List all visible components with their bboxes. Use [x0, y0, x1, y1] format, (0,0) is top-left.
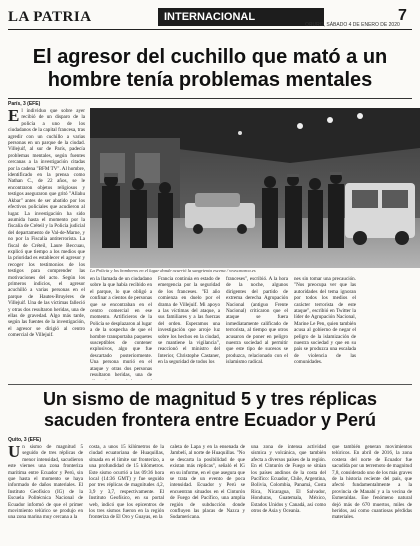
story2-column-1 [8, 444, 83, 544]
story1-photo [90, 108, 420, 268]
story1-headline [20, 46, 400, 92]
story1-column-4: franceses", escribió. A la hora de la noche, algunos dirigentes del partido de extrema derecha Agrupación Nacional (antiguo Frente Nacional) criticaron que el ataque se fuera inmediatamente calificado de terrorista, al tiempo que otros acusaron de poner en peligro nuestra sociedad al permitir que este tipo de sucesos se produzca, relacionado con el islamismo radical. [226, 276, 288, 366]
dateline: ORURO, SÁBADO 4 DE ENERO DE 2020 [305, 22, 400, 28]
story2-col1-text: n sismo de magnitud 5 seguido de tres réplicas de menor intensidad, sacudieron este viernes una zona fronteriza marítima entre Ecuador y Perú, sin que hasta el momento se haya informado de daños materiales. El Instituto Geofísico (IG) de la Escuela Politécnica Nacional de Ecuador informó de que el primer movimiento telúrico se produjo en una zona marina muy cercana a la [8, 444, 83, 521]
story1-dropcap: E [8, 108, 20, 125]
photo-caption: La Policía y los bomberos en el lugar donde ocurrió la sangrienta escena / www.marca.es [90, 268, 256, 273]
story1-headline-line2: hombre tenía problemas mentales [47, 69, 373, 91]
section-label: INTERNACIONAL [158, 8, 324, 26]
story2-column-5: que también generan movimientos telúricos. En abril de 2016, la zona costera del norte de Ecuador fue sacudida por un terremoto de magnitud 7,8, considerado uno de los más graves de la historia reciente del país, que afectó fundamentalmente a la provincia de Manabí y a la vecina de Esmeraldas. Ese fenómeno natural dejó más de 670 muertos, miles de heridos, así como cuantiosas pérdidas materiales. [332, 444, 412, 521]
story2-dropcap: U [8, 444, 21, 461]
story2-byline: Quito, 3 (EFE) [8, 437, 42, 443]
story1-byline: París, 3 (EFE) [8, 101, 41, 107]
story1-headline-line1: El agresor del cuchillo que mató a un [32, 46, 388, 68]
newspaper-logo: LA PATRIA [8, 9, 92, 25]
story1-column-3: Francia continúa en estado de emergencia por la seguridad de los franceses. "El año comienza en duelo por el drama de Villejuif. Mi apoyo a las víctimas del ataque, a sus familiares y a las fuerzas del orden. Esperamos una investigación que arroje luz sobre los hechos en la ciudad, se mantiene la vigilancia", reaccionó el ministro del Interior, Christophe Castaner, en la seguridad de todos los [158, 276, 220, 366]
page-number: 7 [398, 7, 407, 24]
story1-column-5: nes sin tomar una precaución. "Nos preocupa ver que las autoridades del tema ignoran por todos los medios el carácter terrorista de este ataque", escribió en Twitter la líder de Agrupación Nacional, Marine Le Pen, quien también acusa al gobierno de negar el peligro de la islamización de nuestra sociedad y que en su país se produzca una escalada de violencia de las comunidades. [294, 276, 356, 366]
story1-column-2: en la llamada de un ciudadano sobre la que había recibido en el parque, lo que obligó a confinar a cientos de personas que se encontraban en el centro comercial en ese momento. Artificieros de la Policía se desplazaron al lugar a de la sospecha de que el hombre transportaba paquetes susceptibles de contener explosivos, algo que fue descartado posteriormente. Una persona murió en el ataque y otras dos personas resultaron heridas, una de [90, 276, 152, 379]
story1-column-1 [8, 108, 85, 388]
story2-headline-line1: Un sismo de magnitud 5 y tres réplicas [42, 389, 378, 409]
story2-column-3: caleta de Lapa y en la ensenada de Jambelí, al norte de Huaquillas. "No se descarta la posibilidad de que existan más réplicas", señaló el IG en su informe, en el que asegura que se trata de un evento de poca intensidad. Ecuador y Perú se encuentran situados en el Cinturón de Fuego del Pacífico, una amplia región de subducción donde confluyen las placas de Nazca y Sudamericana. [170, 444, 245, 521]
divider [8, 98, 412, 99]
police-scene-photo [90, 108, 420, 268]
story2-column-4: una zona de intensa actividad sísmica y volcánica, que también afecta a diversos países de la región. En el Cinturón de Fuego se sitúan los países andinos de la costa del Pacífico: Ecuador, Chile, Argentina, Bolivia, Colombia, Panamá, Costa Rica, Nicaragua, El Salvador, Honduras, Guatemala, México, Estados Unidos y Canadá, así como otros de Asia y Oceanía. [251, 444, 326, 515]
story2-headline-line2: sacuden frontera entre Ecuador y Perú [43, 409, 377, 430]
story2-column-2: costa, a unos 15 kilómetros de la ciudad ecuatoriana de Huaquillas, situada en el límite sur fronterizo, a una profundidad de 15 kilómetros. Este sismo ocurrió a las 09:36 hora local (14:36 GMT) y fue seguido por tres réplicas de magnitudes 4,2, 3,9 y 3,7, respectivamente. El Instituto Geofísico, en su portal web, indicó que los epicentros de los tres sismos fueron en la región fronteriza de El Oro y Guayas, en la [89, 444, 164, 521]
story1-col1-text: l individuo que sobre ayer recibió de un disparo de la policía a uno de los ciudadanos de la capital francesa, tras agredir con un cuchillo a varias personas en un parque de la ciudad. Villejuif, al sur de París, padecía problemas mentales, según fuentes cercanas a la investigación citadas por la cadena "BFM TV". Al hombre, identificado en la prensa como Nathan C., de 22 años, se le encontraron objetos religiosos y testigos aseguraron que gritó "Allahu Akbar" antes de ser abatido por los efectivos policiales que acudieron al lugar. La investigación ha sido asumida hasta el momento por la fiscalía de Créteil y la Policía judicial del departamento de Val-de-Marne, y no por la Fiscalía antiterrorista. La fiscal de Créteil, Laure Beccuau, explicó que tiempo a los medios que la prioridad es establecer el agresor y recoger los testimonios de los testigos para comprender las motivaciones del acto. Según los primeros indicios, el agresor acuchilló a varias personas en el parque de Hautes-Bruyères de Villejuif. Una de las víctimas falleció y otras dos resultaron heridas, una de ellas de gravedad. Algo más tarde, según las fuentes de la investigación, el agresor se dirigió al centro comercial de Villejuif. [8, 108, 85, 339]
divider [8, 384, 412, 385]
story2-headline [20, 389, 400, 430]
